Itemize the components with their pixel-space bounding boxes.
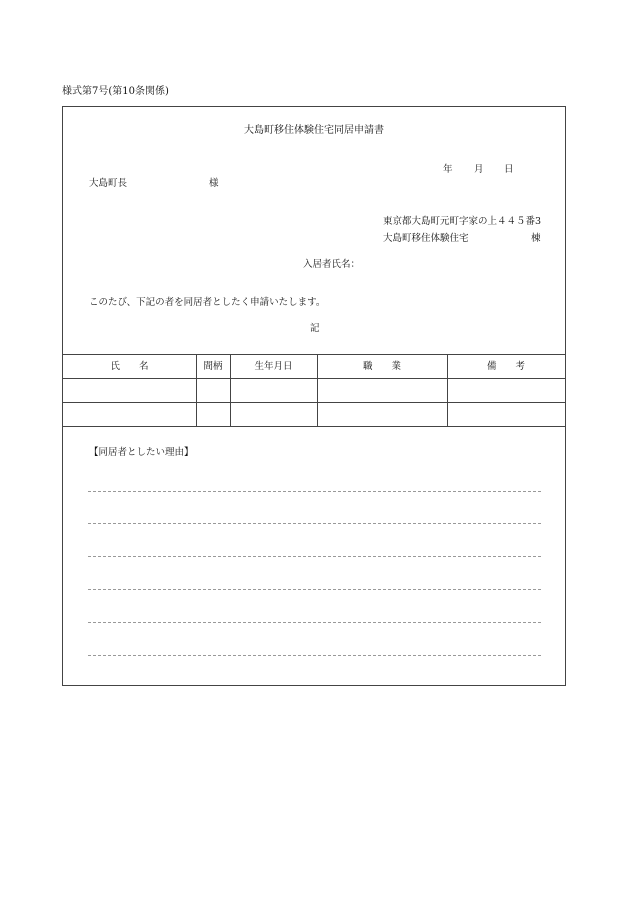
header-remarks: 備 考 — [486, 361, 525, 372]
reason-writing-line[interactable] — [88, 622, 541, 623]
reason-writing-line[interactable] — [88, 556, 541, 557]
table-row-border — [63, 402, 565, 403]
table-header-bottom-border — [63, 378, 565, 379]
date-day-label: 日 — [504, 164, 514, 175]
reason-writing-line[interactable] — [88, 523, 541, 524]
table-row-2-birthdate-cell[interactable] — [230, 410, 317, 426]
header-name: 氏 名 — [110, 361, 149, 372]
address-line1: 東京都大島町元町字家の上４４５番3 — [383, 216, 542, 227]
reason-writing-line[interactable] — [88, 589, 541, 590]
table-bottom-border — [63, 426, 565, 427]
table-row-2-relation-cell[interactable] — [196, 410, 230, 426]
table-top-border — [63, 354, 565, 355]
table-row-1-birthdate-cell[interactable] — [230, 386, 317, 402]
ki-label: 記 — [310, 323, 320, 334]
date-year-label: 年 — [443, 164, 453, 175]
table-row-2-remarks-cell[interactable] — [447, 410, 565, 426]
address-building-suffix: 棟 — [531, 233, 541, 244]
reason-writing-line[interactable] — [88, 655, 541, 656]
statement: このたび、下記の者を同居者としたく申請いたします。 — [89, 297, 326, 308]
header-birthdate: 生年月日 — [254, 361, 293, 372]
table-row-1-occupation-cell[interactable] — [317, 386, 447, 402]
resident-name-label: 入居者氏名： — [303, 259, 361, 270]
addressee-honorific: 様 — [209, 178, 219, 189]
form-title: 大島町移住体験住宅同居申請書 — [244, 125, 384, 136]
application-form-frame — [62, 106, 566, 686]
table-row-2-occupation-cell[interactable] — [317, 410, 447, 426]
table-row-1-remarks-cell[interactable] — [447, 386, 565, 402]
table-row-2-name-cell[interactable] — [63, 410, 196, 426]
header-occupation: 職 業 — [362, 361, 401, 372]
date-month-label: 月 — [474, 164, 484, 175]
form-number: 様式第7号(第10条関係) — [62, 86, 169, 97]
table-row-1-relation-cell[interactable] — [196, 386, 230, 402]
header-relation: 間柄 — [203, 361, 223, 372]
table-row-1-name-cell[interactable] — [63, 386, 196, 402]
reason-writing-line[interactable] — [88, 491, 541, 492]
reason-label: 【同居者としたい理由】 — [89, 447, 194, 458]
addressee-name: 大島町長 — [89, 178, 128, 189]
address-line2: 大島町移住体験住宅 — [383, 233, 469, 244]
